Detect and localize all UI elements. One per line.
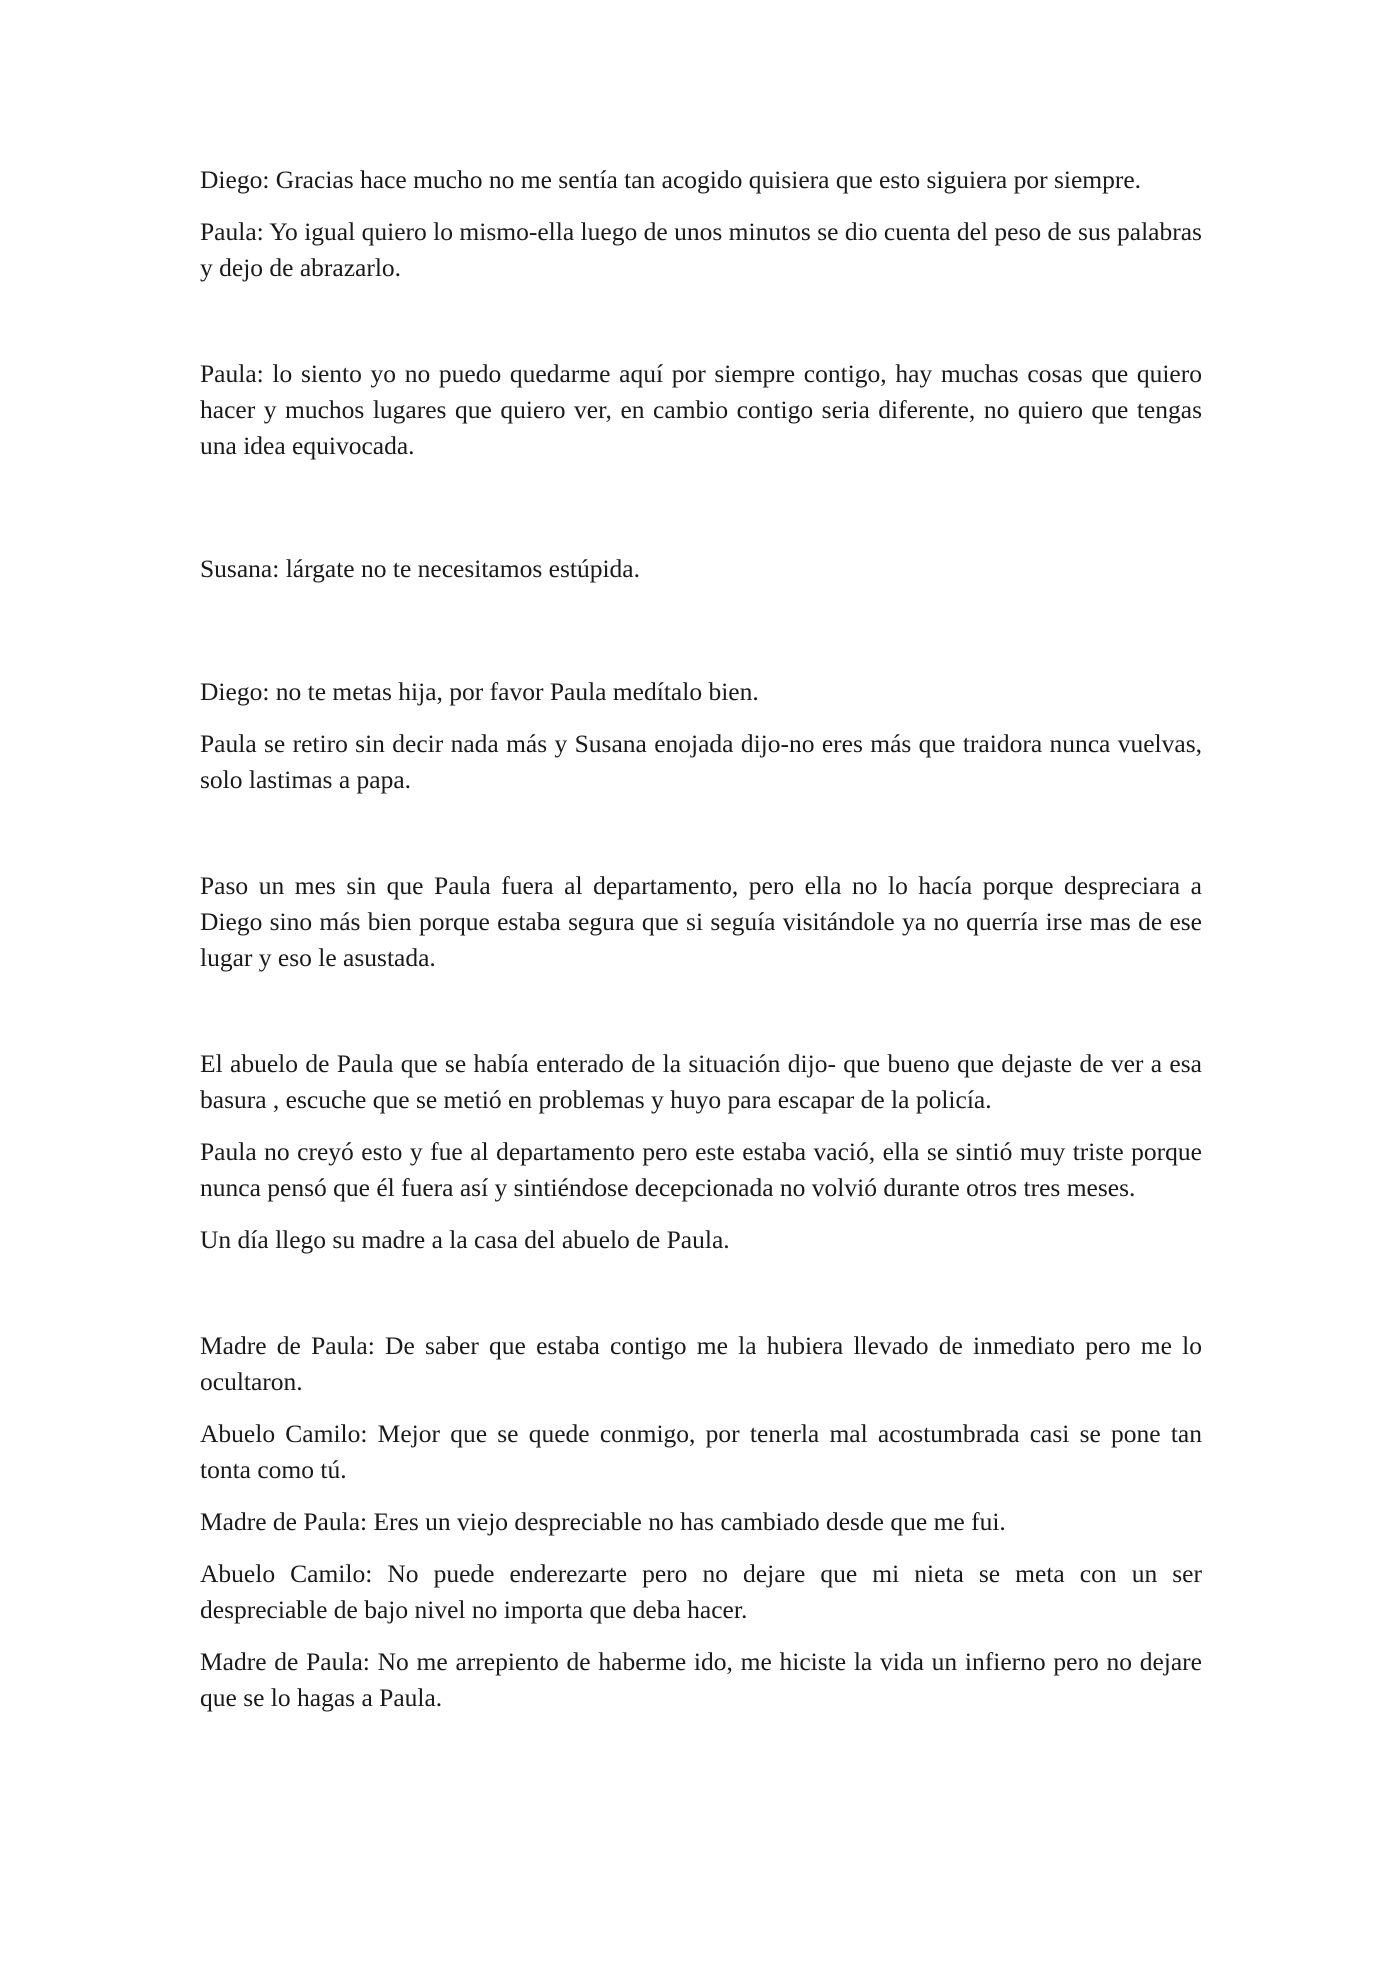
paragraph-madre-de-saber: Madre de Paula: De saber que estaba contigo me la hubiera llevado de inmediato pero me lo ocultaron. [200, 1331, 1202, 1396]
paragraph-abuelo-mejor: Abuelo Camilo: Mejor que se quede conmigo, por tenerla mal acostumbrada casi se pone tan tonta como tú. [200, 1419, 1202, 1484]
paragraph-paula-yo-igual: Paula: Yo igual quiero lo mismo-ella luego de unos minutos se dio cuenta del peso de sus palabras y dejo de abrazarlo. [200, 217, 1202, 282]
paragraph-paula-no-creyo: Paula no creyó esto y fue al departamento pero este estaba vació, ella se sintió muy triste porque nunca pensó que él fuera así y sintiéndose decepcionada no volvió durante otros tres meses. [200, 1137, 1202, 1202]
paragraph-diego-gracias: Diego: Gracias hace mucho no me sentía tan acogido quisiera que esto siguiera por siempre. [200, 165, 1142, 194]
paragraph-madre-arrepiento: Madre de Paula: No me arrepiento de haberme ido, me hiciste la vida un infierno pero no dejare que se lo hagas a Paula. [200, 1647, 1202, 1712]
paragraph-susana-largate: Susana: lárgate no te necesitamos estúpida. [200, 554, 640, 583]
paragraph-un-dia-llego: Un día llego su madre a la casa del abuelo de Paula. [200, 1225, 730, 1254]
paragraph-paula-lo-siento: Paula: lo siento yo no puedo quedarme aquí por siempre contigo, hay muchas cosas que quiero hacer y muchos lugares que quiero ver, en cambio contigo seria diferente, no quiero que tengas una idea equivocada. [200, 359, 1202, 460]
paragraph-paso-un-mes: Paso un mes sin que Paula fuera al departamento, pero ella no lo hacía porque despreciara a Diego sino más bien porque estaba segura que si seguía visitándole ya no querría irse mas de ese lugar y eso le asustada. [200, 871, 1202, 972]
paragraph-paula-se-retiro: Paula se retiro sin decir nada más y Susana enojada dijo-no eres más que traidora nunca vuelvas, solo lastimas a papa. [200, 729, 1202, 794]
paragraph-abuelo-enterado: El abuelo de Paula que se había enterado de la situación dijo- que bueno que dejaste de ver a esa basura , escuche que se metió en problemas y huyo para escapar de la policía. [200, 1049, 1202, 1114]
paragraph-abuelo-enderezarte: Abuelo Camilo: No puede enderezarte pero no dejare que mi nieta se meta con un ser despreciable de bajo nivel no importa que deba hacer. [200, 1559, 1202, 1624]
document-body [200, 162, 1202, 1716]
paragraph-diego-no-te-metas: Diego: no te metas hija, por favor Paula medítalo bien. [200, 677, 759, 706]
paragraph-madre-viejo: Madre de Paula: Eres un viejo despreciable no has cambiado desde que me fui. [200, 1507, 1006, 1536]
